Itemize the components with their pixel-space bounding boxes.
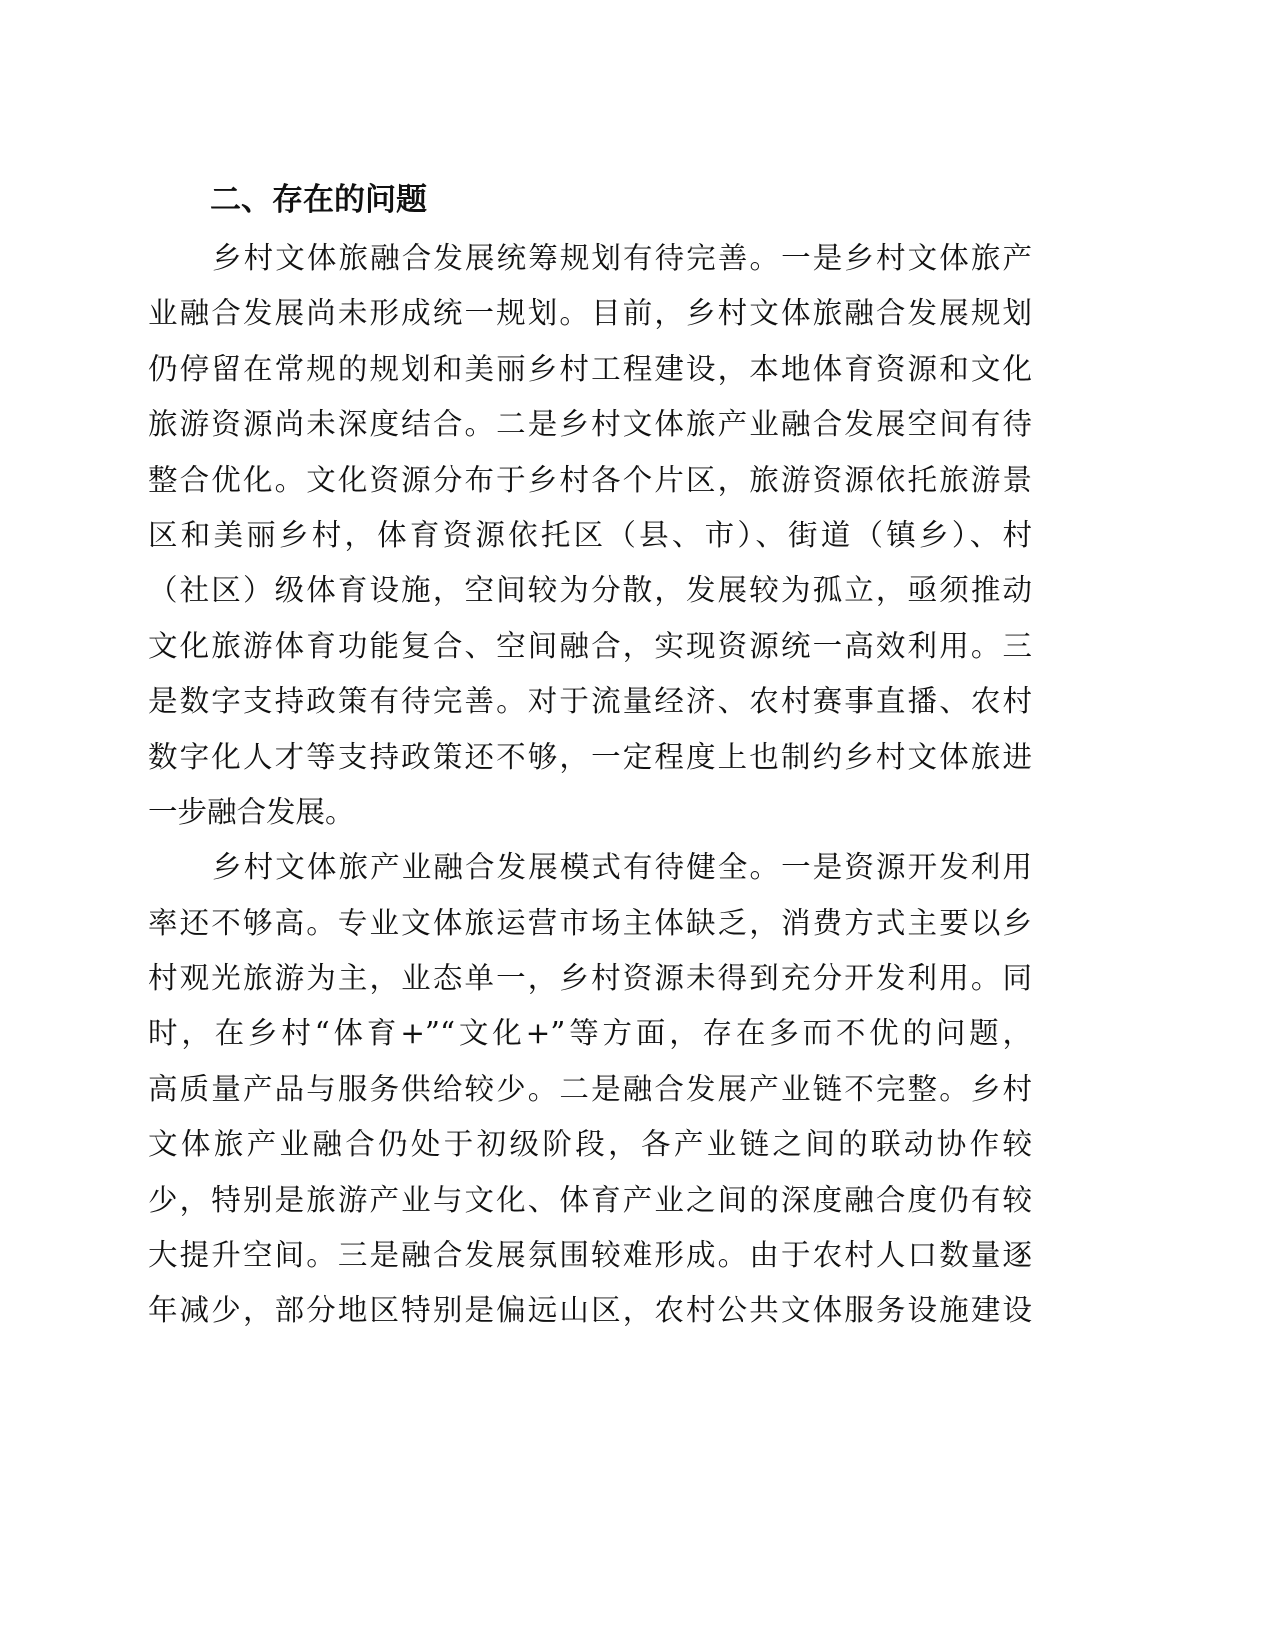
text-line: 村观光旅游为主，业态单一，乡村资源未得到充分开发利用。同 — [148, 961, 1032, 996]
text-line: 数字化人才等支持政策还不够，一定程度上也制约乡村文体旅进 — [148, 739, 1032, 774]
text-line: 文体旅产业融合仍处于初级阶段，各产业链之间的联动协作较 — [148, 1127, 1032, 1162]
paragraph-planning — [148, 231, 1032, 840]
document-body — [148, 231, 1032, 1339]
text-line: 文化旅游体育功能复合、空间融合，实现资源统一高效利用。三 — [148, 628, 1032, 663]
text-line: 一步融合发展。 — [148, 794, 355, 829]
text-line: 乡村文体旅融合发展统筹规划有待完善。一是乡村文体旅产 — [212, 241, 1032, 275]
text-line: 是数字支持政策有待完善。对于流量经济、农村赛事直播、农村 — [148, 684, 1032, 719]
text-line: 乡村文体旅产业融合发展模式有待健全。一是资源开发利用 — [212, 850, 1032, 885]
text-line: 整合优化。文化资源分布于乡村各个片区，旅游资源依托旅游景 — [148, 462, 1032, 497]
paragraph-model — [148, 840, 1032, 1339]
text-line: 区和美丽乡村，体育资源依托区（县、市）、街道（镇乡）、村 — [148, 517, 1032, 552]
text-line: 仍停留在常规的规划和美丽乡村工程建设，本地体育资源和文化 — [148, 351, 1032, 386]
text-line: 少，特别是旅游产业与文化、体育产业之间的深度融合度仍有较 — [148, 1182, 1032, 1217]
text-line: 大提升空间。三是融合发展氛围较难形成。由于农村人口数量逐 — [148, 1238, 1032, 1273]
text-line: 旅游资源尚未深度结合。二是乡村文体旅产业融合发展空间有待 — [148, 407, 1032, 442]
section-heading: 二、存在的问题 — [210, 182, 427, 218]
text-line: 年减少，部分地区特别是偏远山区，农村公共文体服务设施建设 — [148, 1293, 1032, 1328]
text-line: 率还不够高。专业文体旅运营市场主体缺乏，消费方式主要以乡 — [148, 905, 1032, 940]
text-line: （社区）级体育设施，空间较为分散，发展较为孤立，亟须推动 — [148, 573, 1032, 608]
text-line: 业融合发展尚未形成统一规划。目前，乡村文体旅融合发展规划 — [148, 296, 1032, 331]
text-line: 高质量产品与服务供给较少。二是融合发展产业链不完整。乡村 — [148, 1071, 1032, 1106]
text-line: 时，在乡村“体育+”“文化+”等方面，存在多而不优的问题， — [148, 1016, 1032, 1051]
